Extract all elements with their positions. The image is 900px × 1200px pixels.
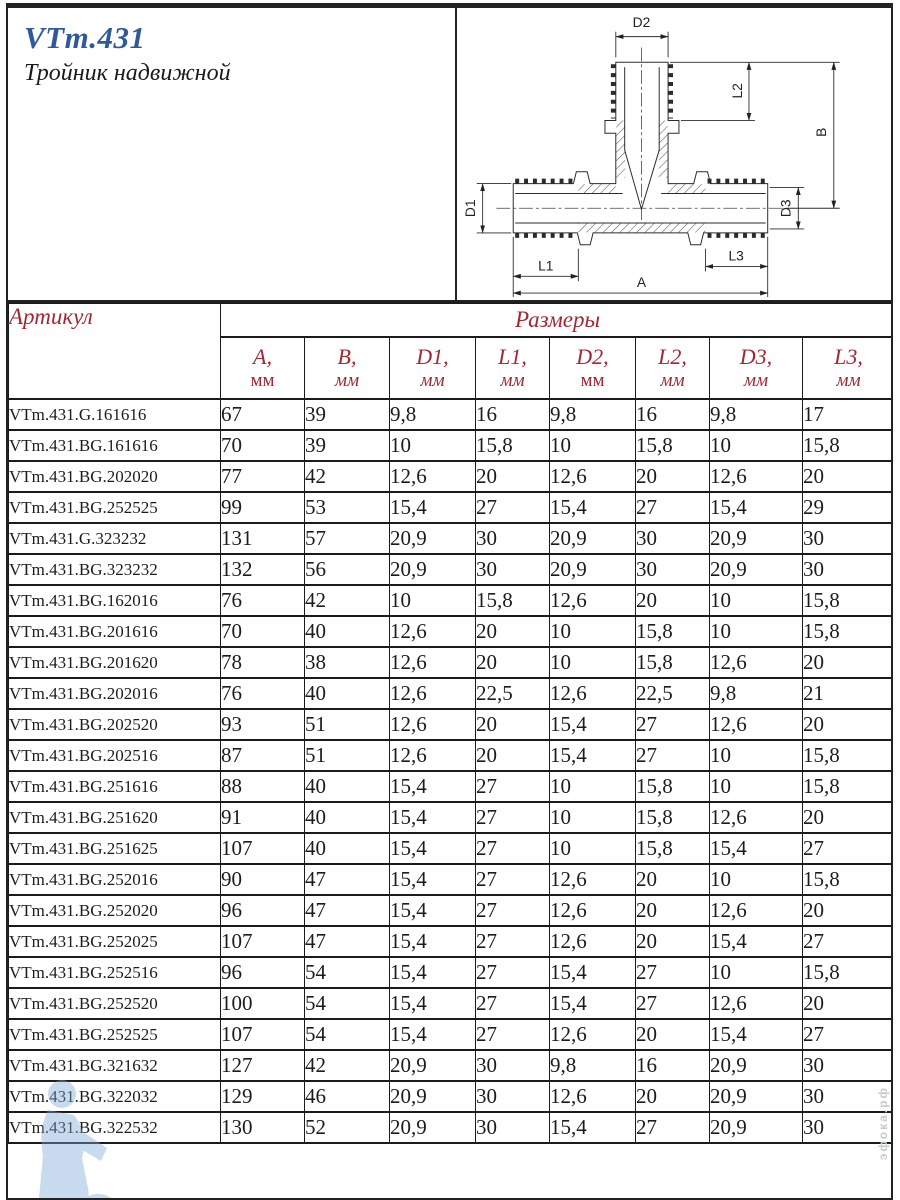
value-cell: 10 bbox=[710, 616, 803, 647]
value-cell: 15,4 bbox=[390, 1019, 476, 1050]
value-cell: 15,4 bbox=[390, 833, 476, 864]
value-cell: 27 bbox=[476, 864, 550, 895]
value-cell: 15,4 bbox=[550, 1112, 636, 1143]
value-cell: 27 bbox=[803, 833, 894, 864]
article-cell: VTm.431.BG.252025 bbox=[9, 926, 221, 957]
value-cell: 20 bbox=[803, 988, 894, 1019]
value-cell: 15,4 bbox=[390, 802, 476, 833]
value-cell: 99 bbox=[221, 492, 305, 523]
value-cell: 15,4 bbox=[390, 988, 476, 1019]
article-cell: VTm.431.G.323232 bbox=[9, 523, 221, 554]
value-cell: 78 bbox=[221, 647, 305, 678]
value-cell: 10 bbox=[550, 647, 636, 678]
value-cell: 51 bbox=[305, 740, 390, 771]
value-cell: 20 bbox=[476, 616, 550, 647]
value-cell: 30 bbox=[803, 1081, 894, 1112]
technical-drawing bbox=[457, 8, 891, 300]
value-cell: 100 bbox=[221, 988, 305, 1019]
value-cell: 15,4 bbox=[710, 492, 803, 523]
article-cell: VTm.431.BG.252520 bbox=[9, 988, 221, 1019]
article-cell: VTm.431.BG.202520 bbox=[9, 709, 221, 740]
value-cell: 27 bbox=[803, 926, 894, 957]
table-row bbox=[9, 430, 894, 461]
value-cell: 91 bbox=[221, 802, 305, 833]
table-row bbox=[9, 461, 894, 492]
tee-fitting-drawing bbox=[457, 8, 891, 300]
value-cell: 20 bbox=[636, 926, 710, 957]
value-cell: 15,8 bbox=[636, 802, 710, 833]
article-column-header: Артикул bbox=[9, 303, 221, 399]
value-cell: 76 bbox=[221, 678, 305, 709]
value-cell: 15,4 bbox=[710, 926, 803, 957]
value-cell: 27 bbox=[636, 740, 710, 771]
article-cell: VTm.431.BG.252525 bbox=[9, 492, 221, 523]
value-cell: 20 bbox=[476, 647, 550, 678]
value-cell: 15,8 bbox=[803, 740, 894, 771]
value-cell: 9,8 bbox=[550, 399, 636, 430]
value-cell: 42 bbox=[305, 461, 390, 492]
value-cell: 30 bbox=[636, 554, 710, 585]
value-cell: 20,9 bbox=[390, 1050, 476, 1081]
value-cell: 20 bbox=[803, 647, 894, 678]
value-cell: 30 bbox=[803, 1112, 894, 1143]
value-cell: 27 bbox=[803, 1019, 894, 1050]
value-cell: 27 bbox=[476, 833, 550, 864]
value-cell: 30 bbox=[476, 523, 550, 554]
table-row bbox=[9, 771, 894, 802]
article-cell: VTm.431.BG.201616 bbox=[9, 616, 221, 647]
value-cell: 20 bbox=[476, 709, 550, 740]
value-cell: 15,8 bbox=[636, 430, 710, 461]
table-row bbox=[9, 554, 894, 585]
value-cell: 15,4 bbox=[550, 957, 636, 988]
value-cell: 107 bbox=[221, 926, 305, 957]
value-cell: 20,9 bbox=[390, 1112, 476, 1143]
value-cell: 42 bbox=[305, 585, 390, 616]
value-cell: 12,6 bbox=[550, 678, 636, 709]
article-cell: VTm.431.BG.322032 bbox=[9, 1081, 221, 1112]
value-cell: 20 bbox=[636, 864, 710, 895]
table-row bbox=[9, 492, 894, 523]
value-cell: 47 bbox=[305, 895, 390, 926]
site-watermark: эфока.рф bbox=[876, 1086, 890, 1161]
value-cell: 15,8 bbox=[803, 585, 894, 616]
table-row bbox=[9, 1081, 894, 1112]
value-cell: 12,6 bbox=[550, 864, 636, 895]
value-cell: 20 bbox=[476, 740, 550, 771]
value-cell: 47 bbox=[305, 864, 390, 895]
value-cell: 15,4 bbox=[710, 1019, 803, 1050]
value-cell: 20,9 bbox=[710, 554, 803, 585]
value-cell: 40 bbox=[305, 833, 390, 864]
dim-label-l3: L3 bbox=[728, 248, 744, 264]
value-cell: 12,6 bbox=[550, 461, 636, 492]
value-cell: 51 bbox=[305, 709, 390, 740]
value-cell: 10 bbox=[550, 833, 636, 864]
value-cell: 20 bbox=[636, 1081, 710, 1112]
value-cell: 127 bbox=[221, 1050, 305, 1081]
value-cell: 12,6 bbox=[390, 616, 476, 647]
table-row bbox=[9, 740, 894, 771]
value-cell: 12,6 bbox=[710, 709, 803, 740]
value-cell: 10 bbox=[390, 585, 476, 616]
value-cell: 15,8 bbox=[636, 771, 710, 802]
value-cell: 15,4 bbox=[390, 957, 476, 988]
value-cell: 57 bbox=[305, 523, 390, 554]
value-cell: 20,9 bbox=[390, 554, 476, 585]
value-cell: 12,6 bbox=[550, 585, 636, 616]
value-cell: 10 bbox=[550, 802, 636, 833]
value-cell: 30 bbox=[476, 1081, 550, 1112]
value-cell: 130 bbox=[221, 1112, 305, 1143]
value-cell: 27 bbox=[636, 957, 710, 988]
table-row bbox=[9, 399, 894, 430]
value-cell: 20 bbox=[636, 585, 710, 616]
table-row bbox=[9, 1050, 894, 1081]
table-row bbox=[9, 833, 894, 864]
value-cell: 27 bbox=[476, 492, 550, 523]
value-cell: 107 bbox=[221, 833, 305, 864]
value-cell: 40 bbox=[305, 616, 390, 647]
value-cell: 77 bbox=[221, 461, 305, 492]
value-cell: 10 bbox=[550, 430, 636, 461]
value-cell: 88 bbox=[221, 771, 305, 802]
table-row bbox=[9, 988, 894, 1019]
value-cell: 27 bbox=[636, 709, 710, 740]
value-cell: 12,6 bbox=[710, 461, 803, 492]
value-cell: 27 bbox=[476, 1019, 550, 1050]
value-cell: 107 bbox=[221, 1019, 305, 1050]
value-cell: 12,6 bbox=[390, 647, 476, 678]
value-cell: 20 bbox=[636, 461, 710, 492]
value-cell: 15,4 bbox=[390, 771, 476, 802]
value-cell: 54 bbox=[305, 957, 390, 988]
value-cell: 15,4 bbox=[550, 988, 636, 1019]
datasheet-page bbox=[6, 3, 893, 1200]
value-cell: 15,4 bbox=[390, 926, 476, 957]
value-cell: 16 bbox=[636, 399, 710, 430]
column-header-a: A, мм bbox=[221, 337, 305, 399]
value-cell: 15,4 bbox=[390, 492, 476, 523]
value-cell: 15,8 bbox=[476, 585, 550, 616]
value-cell: 15,4 bbox=[390, 864, 476, 895]
dim-label-d2: D2 bbox=[632, 14, 651, 30]
value-cell: 30 bbox=[636, 523, 710, 554]
value-cell: 27 bbox=[476, 926, 550, 957]
value-cell: 10 bbox=[710, 585, 803, 616]
table-row bbox=[9, 523, 894, 554]
value-cell: 20,9 bbox=[550, 523, 636, 554]
value-cell: 9,8 bbox=[710, 678, 803, 709]
table-row bbox=[9, 1112, 894, 1143]
value-cell: 76 bbox=[221, 585, 305, 616]
article-cell: VTm.431.BG.161616 bbox=[9, 430, 221, 461]
value-cell: 10 bbox=[550, 616, 636, 647]
value-cell: 21 bbox=[803, 678, 894, 709]
value-cell: 30 bbox=[476, 554, 550, 585]
article-cell: VTm.431.BG.321632 bbox=[9, 1050, 221, 1081]
article-cell: VTm.431.BG.252020 bbox=[9, 895, 221, 926]
article-cell: VTm.431.BG.323232 bbox=[9, 554, 221, 585]
value-cell: 12,6 bbox=[550, 895, 636, 926]
value-cell: 20 bbox=[476, 461, 550, 492]
value-cell: 22,5 bbox=[636, 678, 710, 709]
value-cell: 39 bbox=[305, 399, 390, 430]
value-cell: 20 bbox=[803, 802, 894, 833]
value-cell: 132 bbox=[221, 554, 305, 585]
table-row bbox=[9, 1019, 894, 1050]
value-cell: 15,8 bbox=[803, 430, 894, 461]
column-header-l1: L1, мм bbox=[476, 337, 550, 399]
value-cell: 27 bbox=[476, 895, 550, 926]
value-cell: 20 bbox=[803, 461, 894, 492]
value-cell: 30 bbox=[476, 1050, 550, 1081]
value-cell: 27 bbox=[636, 988, 710, 1019]
value-cell: 12,6 bbox=[390, 461, 476, 492]
value-cell: 38 bbox=[305, 647, 390, 678]
value-cell: 10 bbox=[710, 740, 803, 771]
value-cell: 70 bbox=[221, 430, 305, 461]
column-header-b: B, мм bbox=[305, 337, 390, 399]
column-header-d2: D2, мм bbox=[550, 337, 636, 399]
value-cell: 12,6 bbox=[390, 678, 476, 709]
value-cell: 20,9 bbox=[710, 1112, 803, 1143]
value-cell: 10 bbox=[710, 430, 803, 461]
value-cell: 15,4 bbox=[710, 833, 803, 864]
value-cell: 20,9 bbox=[550, 554, 636, 585]
value-cell: 20,9 bbox=[390, 1081, 476, 1112]
table-row bbox=[9, 864, 894, 895]
value-cell: 129 bbox=[221, 1081, 305, 1112]
value-cell: 15,8 bbox=[636, 647, 710, 678]
value-cell: 87 bbox=[221, 740, 305, 771]
value-cell: 15,8 bbox=[476, 430, 550, 461]
article-cell: VTm.431.BG.202020 bbox=[9, 461, 221, 492]
value-cell: 96 bbox=[221, 957, 305, 988]
value-cell: 16 bbox=[636, 1050, 710, 1081]
article-cell: VTm.431.BG.252525 bbox=[9, 1019, 221, 1050]
dim-label-d3: D3 bbox=[778, 199, 794, 218]
article-cell: VTm.431.BG.202516 bbox=[9, 740, 221, 771]
value-cell: 15,8 bbox=[636, 833, 710, 864]
value-cell: 12,6 bbox=[710, 895, 803, 926]
value-cell: 15,4 bbox=[550, 740, 636, 771]
value-cell: 20,9 bbox=[390, 523, 476, 554]
article-cell: VTm.431.BG.252516 bbox=[9, 957, 221, 988]
value-cell: 39 bbox=[305, 430, 390, 461]
dim-label-l2: L2 bbox=[730, 83, 746, 99]
value-cell: 15,4 bbox=[390, 895, 476, 926]
value-cell: 30 bbox=[803, 1050, 894, 1081]
value-cell: 12,6 bbox=[710, 802, 803, 833]
value-cell: 17 bbox=[803, 399, 894, 430]
value-cell: 9,8 bbox=[710, 399, 803, 430]
title-cell bbox=[8, 8, 457, 300]
value-cell: 16 bbox=[476, 399, 550, 430]
value-cell: 10 bbox=[710, 864, 803, 895]
table-row bbox=[9, 926, 894, 957]
value-cell: 15,8 bbox=[803, 771, 894, 802]
product-code: VTm.431 bbox=[24, 20, 146, 55]
value-cell: 15,4 bbox=[550, 492, 636, 523]
table-row bbox=[9, 895, 894, 926]
value-cell: 20,9 bbox=[710, 1081, 803, 1112]
value-cell: 30 bbox=[803, 523, 894, 554]
value-cell: 56 bbox=[305, 554, 390, 585]
value-cell: 27 bbox=[476, 957, 550, 988]
value-cell: 67 bbox=[221, 399, 305, 430]
value-cell: 42 bbox=[305, 1050, 390, 1081]
table-row bbox=[9, 678, 894, 709]
value-cell: 10 bbox=[710, 957, 803, 988]
value-cell: 40 bbox=[305, 802, 390, 833]
value-cell: 54 bbox=[305, 988, 390, 1019]
product-name: Тройник надвижной bbox=[24, 60, 231, 86]
article-cell: VTm.431.BG.202016 bbox=[9, 678, 221, 709]
sizes-header: Размеры bbox=[221, 303, 894, 337]
header-section bbox=[8, 8, 891, 302]
dim-label-a: A bbox=[636, 275, 647, 291]
column-header-l2: L2, мм bbox=[636, 337, 710, 399]
dim-label-b: B bbox=[813, 127, 829, 137]
article-cell: VTm.431.G.161616 bbox=[9, 399, 221, 430]
value-cell: 54 bbox=[305, 1019, 390, 1050]
value-cell: 40 bbox=[305, 678, 390, 709]
table-row bbox=[9, 585, 894, 616]
value-cell: 90 bbox=[221, 864, 305, 895]
article-cell: VTm.431.BG.251625 bbox=[9, 833, 221, 864]
value-cell: 12,6 bbox=[550, 926, 636, 957]
value-cell: 12,6 bbox=[550, 1019, 636, 1050]
article-cell: VTm.431.BG.251620 bbox=[9, 802, 221, 833]
value-cell: 12,6 bbox=[390, 740, 476, 771]
value-cell: 10 bbox=[710, 771, 803, 802]
article-cell: VTm.431.BG.162016 bbox=[9, 585, 221, 616]
value-cell: 20 bbox=[803, 895, 894, 926]
value-cell: 53 bbox=[305, 492, 390, 523]
value-cell: 10 bbox=[550, 771, 636, 802]
column-header-l3: L3, мм bbox=[803, 337, 894, 399]
table-row bbox=[9, 709, 894, 740]
value-cell: 12,6 bbox=[710, 647, 803, 678]
value-cell: 15,8 bbox=[803, 957, 894, 988]
value-cell: 47 bbox=[305, 926, 390, 957]
value-cell: 15,4 bbox=[550, 709, 636, 740]
value-cell: 22,5 bbox=[476, 678, 550, 709]
value-cell: 20,9 bbox=[710, 1050, 803, 1081]
value-cell: 20,9 bbox=[710, 523, 803, 554]
value-cell: 46 bbox=[305, 1081, 390, 1112]
value-cell: 27 bbox=[476, 802, 550, 833]
table-row bbox=[9, 616, 894, 647]
value-cell: 131 bbox=[221, 523, 305, 554]
article-cell: VTm.431.BG.251616 bbox=[9, 771, 221, 802]
value-cell: 9,8 bbox=[550, 1050, 636, 1081]
value-cell: 96 bbox=[221, 895, 305, 926]
value-cell: 15,8 bbox=[803, 864, 894, 895]
value-cell: 15,8 bbox=[803, 616, 894, 647]
value-cell: 9,8 bbox=[390, 399, 476, 430]
value-cell: 20 bbox=[803, 709, 894, 740]
value-cell: 20 bbox=[636, 895, 710, 926]
value-cell: 10 bbox=[390, 430, 476, 461]
value-cell: 30 bbox=[476, 1112, 550, 1143]
column-header-d3: D3, мм bbox=[710, 337, 803, 399]
value-cell: 29 bbox=[803, 492, 894, 523]
table-row bbox=[9, 957, 894, 988]
article-cell: VTm.431.BG.201620 bbox=[9, 647, 221, 678]
table-body bbox=[9, 399, 894, 1143]
value-cell: 12,6 bbox=[550, 1081, 636, 1112]
dim-label-l1: L1 bbox=[538, 258, 554, 274]
table-row bbox=[9, 802, 894, 833]
value-cell: 52 bbox=[305, 1112, 390, 1143]
column-header-d1: D1, мм bbox=[390, 337, 476, 399]
value-cell: 27 bbox=[476, 988, 550, 1019]
value-cell: 12,6 bbox=[390, 709, 476, 740]
value-cell: 15,8 bbox=[636, 616, 710, 647]
value-cell: 20 bbox=[636, 1019, 710, 1050]
value-cell: 70 bbox=[221, 616, 305, 647]
dimensions-table bbox=[8, 302, 893, 1144]
value-cell: 27 bbox=[636, 1112, 710, 1143]
article-cell: VTm.431.BG.322532 bbox=[9, 1112, 221, 1143]
value-cell: 27 bbox=[476, 771, 550, 802]
table-row bbox=[9, 647, 894, 678]
value-cell: 30 bbox=[803, 554, 894, 585]
value-cell: 40 bbox=[305, 771, 390, 802]
value-cell: 12,6 bbox=[710, 988, 803, 1019]
value-cell: 93 bbox=[221, 709, 305, 740]
dim-label-d1: D1 bbox=[462, 199, 478, 218]
value-cell: 27 bbox=[636, 492, 710, 523]
article-cell: VTm.431.BG.252016 bbox=[9, 864, 221, 895]
